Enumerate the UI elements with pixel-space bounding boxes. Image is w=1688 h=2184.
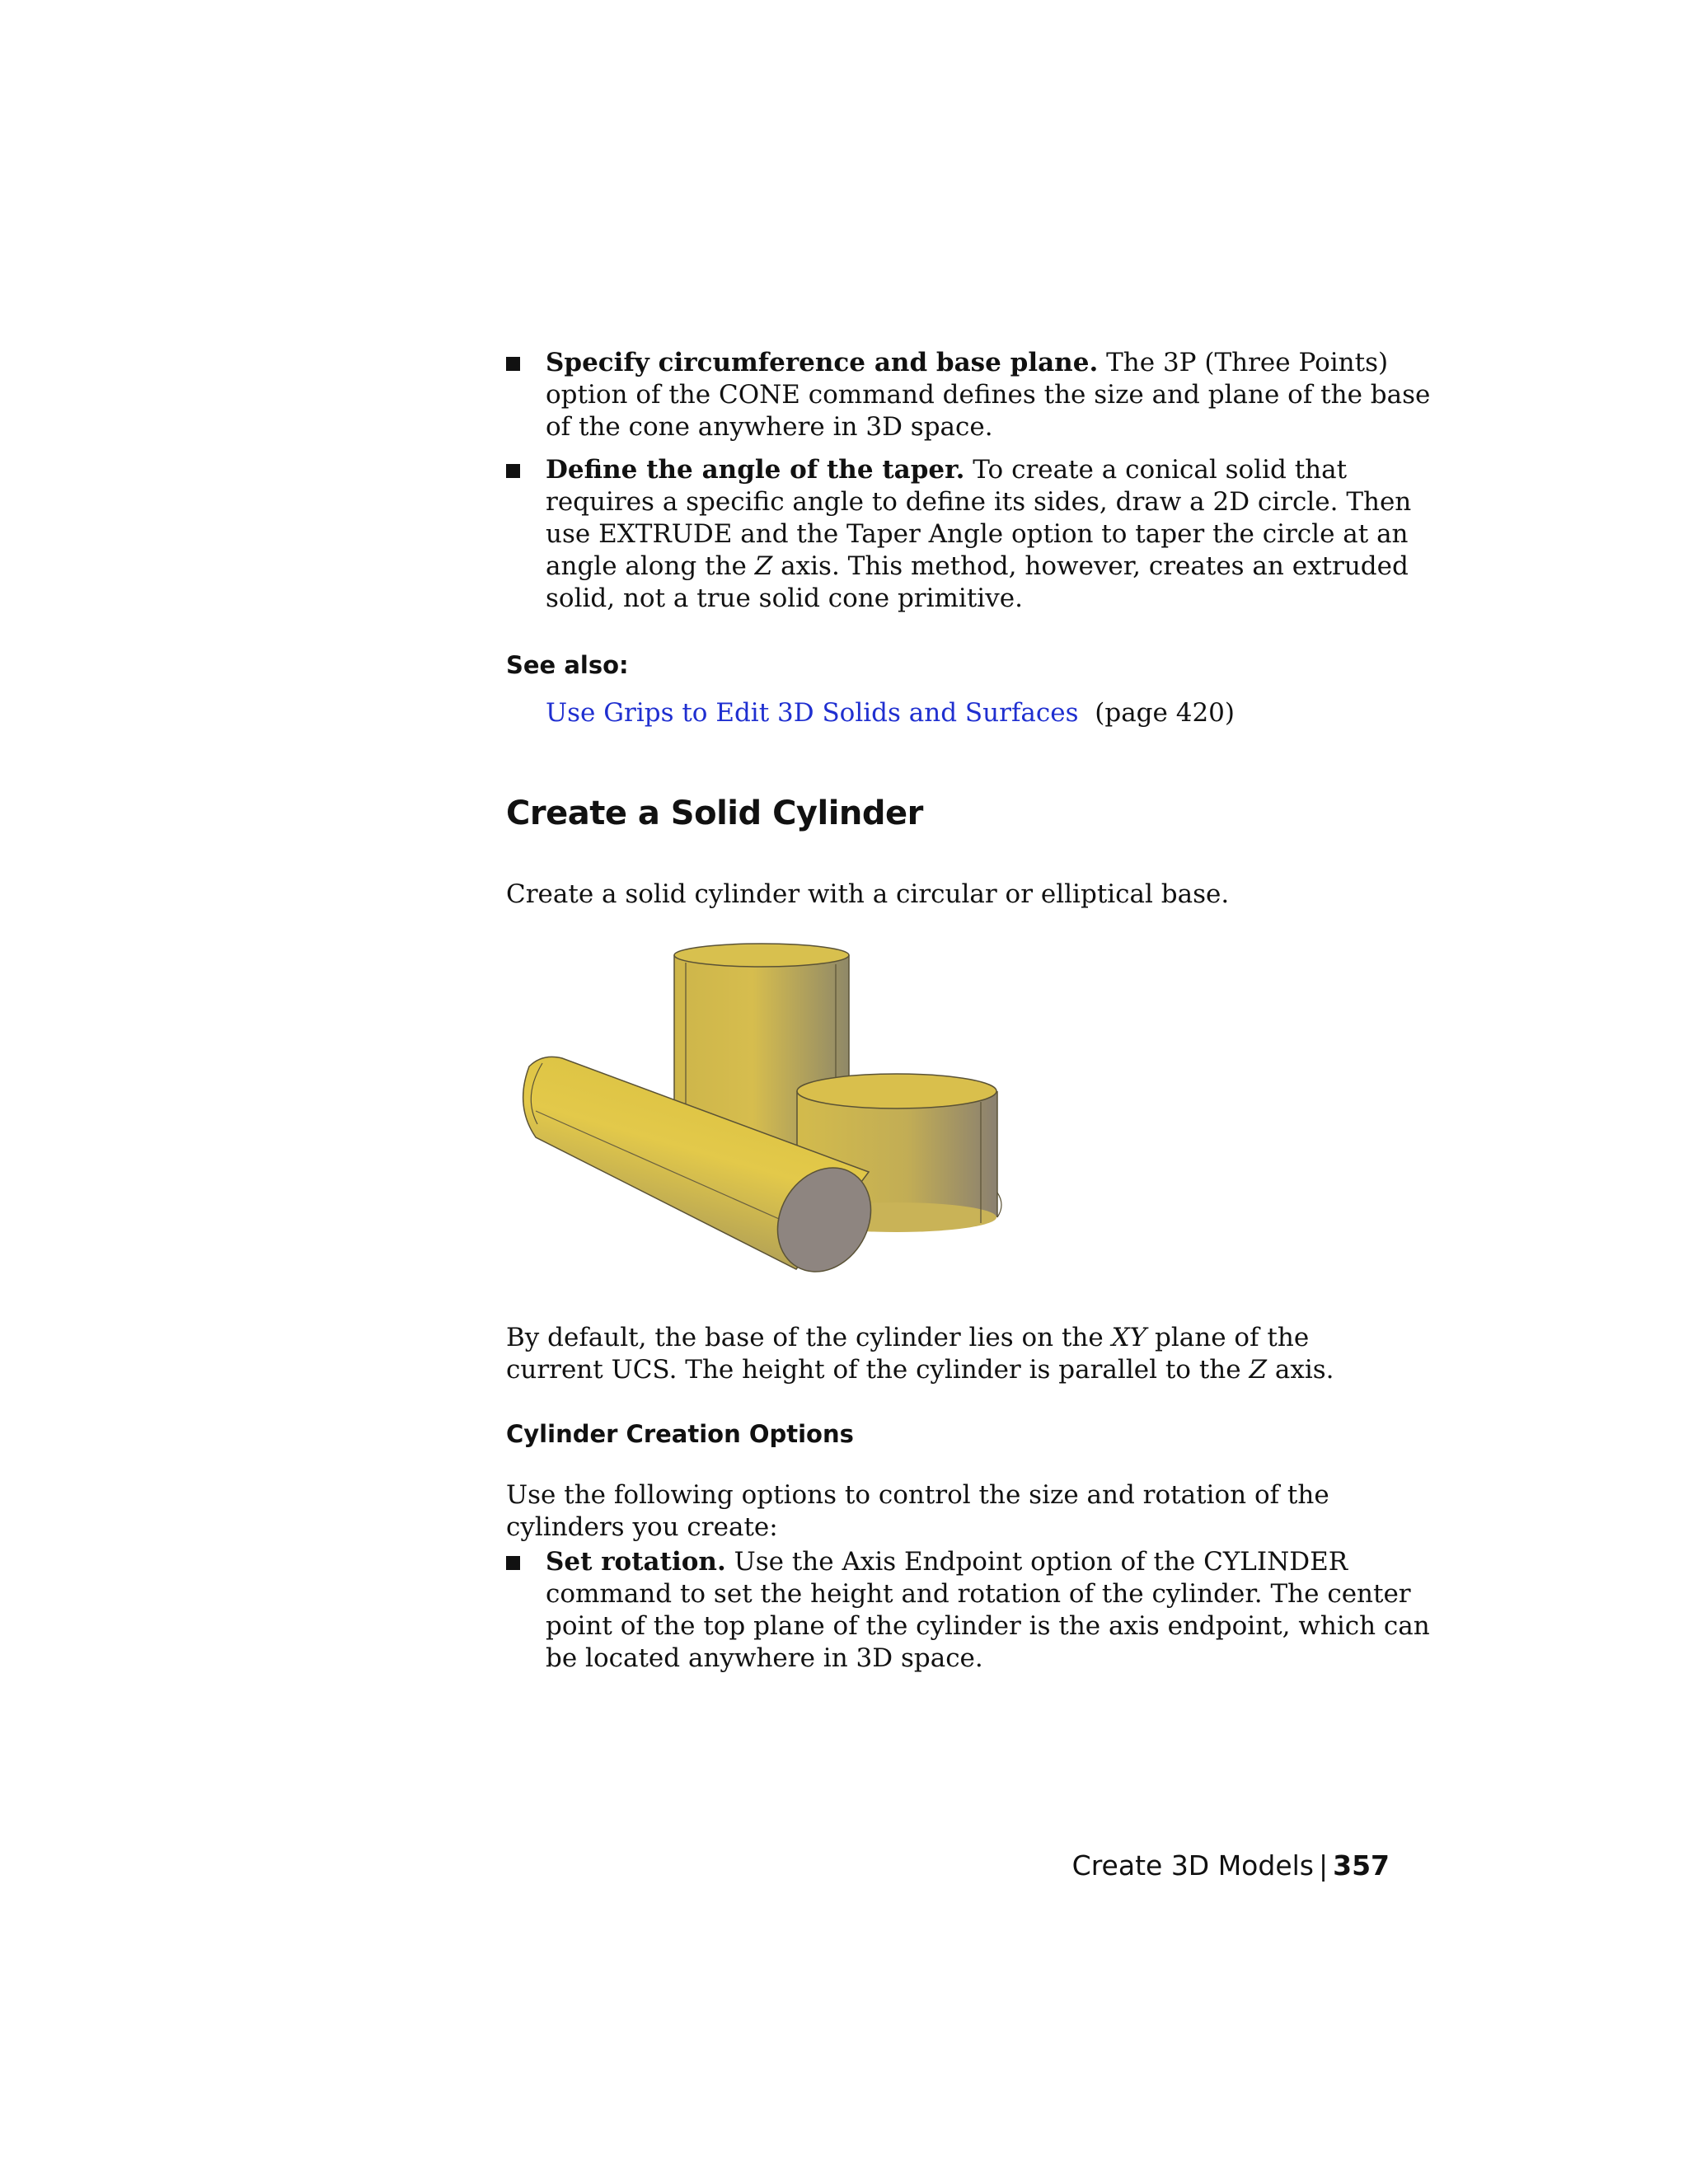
page-number: 357 — [1333, 1849, 1390, 1882]
page-footer — [1072, 1849, 1390, 1882]
bullet-lead: Set rotation. — [546, 1547, 726, 1577]
bullet-square-icon — [506, 357, 520, 371]
para-text: axis. — [1267, 1355, 1334, 1385]
bullet-text — [546, 1546, 1432, 1675]
axis-italic: Z — [754, 551, 773, 581]
bullet-lead: Define the angle of the taper. — [546, 455, 965, 485]
bullet-body-cont: axis. This method, however, creates an extruded solid, not a true solid cone primitive. — [546, 551, 1409, 613]
bullet-body: Use the Axis Endpoint option of the CYLINDER command to set the height and rotation of the cylinder. The center point of the top plane of the cylinder is the axis endpoint, which can be located anywhere in 3D space. — [546, 1547, 1430, 1673]
footer-chapter: Create 3D Models — [1071, 1849, 1314, 1882]
section-title: Create a Solid Cylinder — [506, 794, 923, 832]
subsection-heading: Cylinder Creation Options — [506, 1420, 854, 1448]
bullet-text — [546, 347, 1432, 443]
see-also-heading: See also: — [506, 651, 629, 679]
bullet-body: The 3P (Three Points) option of the CONE command defines the size and plane of the base of the cone anywhere in 3D space. — [546, 348, 1431, 442]
bullet-square-icon — [506, 464, 520, 478]
bullet-text — [546, 454, 1432, 615]
para-text: By default, the base of the cylinder lies on the — [506, 1323, 1112, 1352]
default-plane-paragraph — [506, 1322, 1396, 1386]
cylinders-illustration — [506, 933, 1034, 1287]
footer-separator: | — [1318, 1849, 1329, 1882]
para-text: plane of the current UCS. The height of the cylinder is parallel to the — [506, 1323, 1310, 1385]
xy-italic: XY — [1111, 1323, 1147, 1352]
see-also-line — [546, 697, 1235, 729]
z-italic: Z — [1249, 1355, 1267, 1385]
bullet-body: To create a conical solid that requires a specific angle to define its sides, draw a 2D circle. Then use EXTRUDE and the Taper Angle option to taper the circle at an angle along the — [546, 455, 1412, 581]
page-reference: (page 420) — [1095, 698, 1235, 728]
options-intro: Use the following options to control the size and rotation of the cylinders you create: — [506, 1480, 1329, 1542]
bullet-square-icon — [506, 1556, 520, 1570]
section-intro: Create a solid cylinder with a circular or elliptical base. — [506, 879, 1230, 909]
see-also-link[interactable]: Use Grips to Edit 3D Solids and Surfaces — [546, 698, 1079, 728]
bullet-lead: Specify circumference and base plane. — [546, 348, 1099, 377]
